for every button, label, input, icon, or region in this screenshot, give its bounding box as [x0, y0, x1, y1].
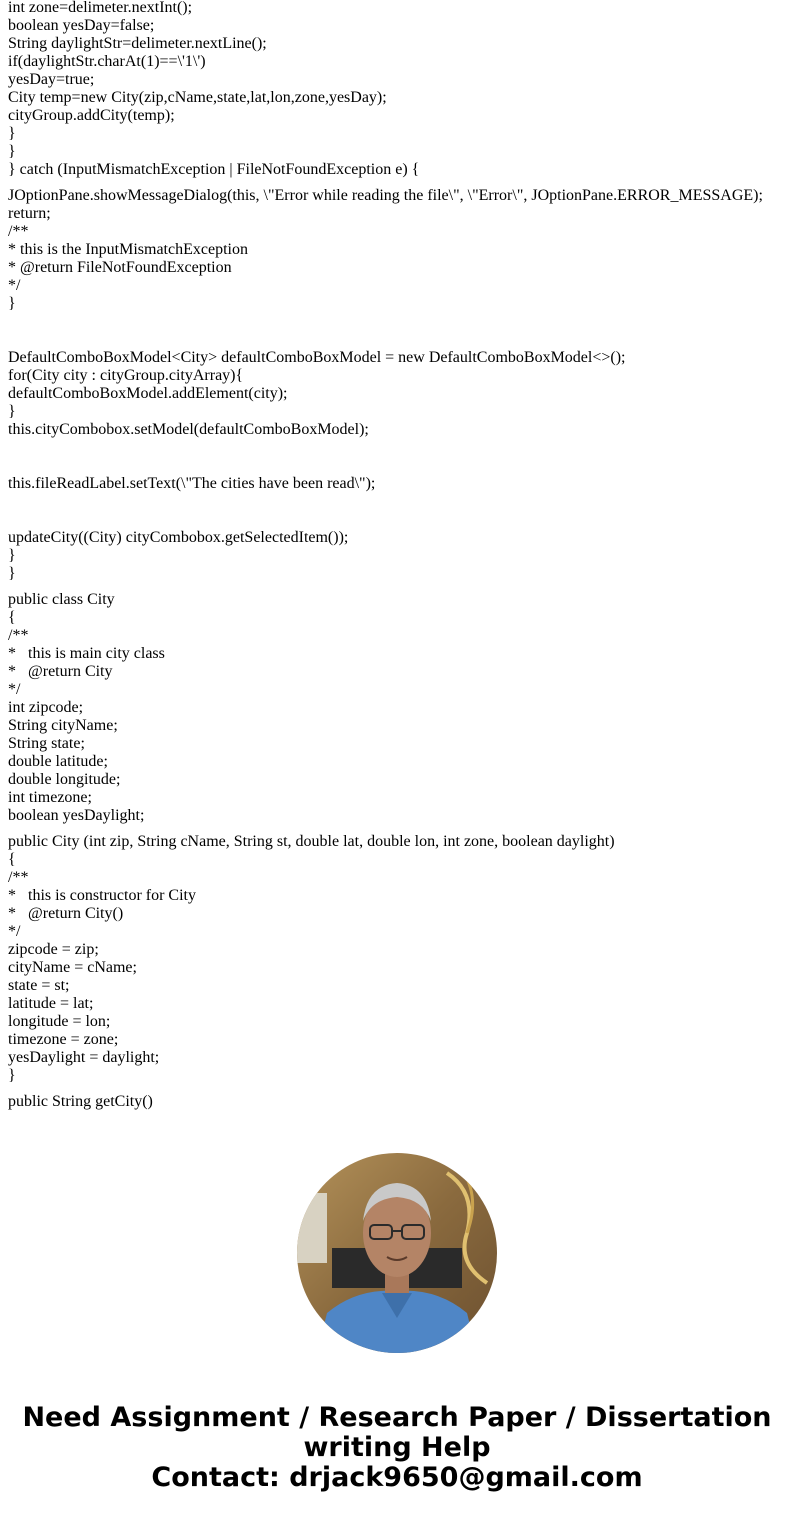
code-line: * @return FileNotFoundException: [8, 259, 232, 276]
code-line: }: [8, 295, 16, 312]
code-line: double latitude;: [8, 753, 108, 770]
footer-line-2: writing Help: [303, 1432, 491, 1463]
code-line: }: [8, 565, 16, 582]
code-line: zipcode = zip;: [8, 941, 99, 958]
code-line: public City (int zip, String cName, String st, double lat, double lon, int zone, boolean daylight): [8, 833, 615, 850]
code-line: public String getCity(): [8, 1093, 153, 1110]
code-line: }: [8, 547, 16, 564]
code-line: */: [8, 923, 21, 940]
code-line: double longitude;: [8, 771, 121, 788]
code-line: longitude = lon;: [8, 1013, 111, 1030]
code-line: String daylightStr=delimeter.nextLine();: [8, 35, 267, 52]
code-line: int timezone;: [8, 789, 92, 806]
code-line: yesDay=true;: [8, 71, 95, 88]
footer-line-3: Contact: drjack9650@gmail.com: [151, 1462, 643, 1493]
code-line: boolean yesDay=false;: [8, 17, 155, 34]
code-line: [8, 313, 763, 331]
code-line: } catch (InputMismatchException | FileNotFoundException e) {: [8, 161, 420, 178]
code-line: [8, 331, 763, 349]
code-line: updateCity((City) cityCombobox.getSelectedItem());: [8, 529, 349, 546]
code-line: JOptionPane.showMessageDialog(this, \"Error while reading the file\", \"Error\", JOptionPane.ERROR_MESSAGE);: [8, 187, 763, 204]
code-line: for(City city : cityGroup.cityArray){: [8, 367, 244, 384]
avatar: [297, 1153, 497, 1353]
code-line: cityGroup.addCity(temp);: [8, 107, 175, 124]
code-line: int zipcode;: [8, 699, 84, 716]
code-line: this.cityCombobox.setModel(defaultComboBoxModel);: [8, 421, 369, 438]
code-line: [8, 825, 763, 833]
footer-line-1: Need Assignment / Research Paper / Dissertation: [22, 1402, 772, 1433]
code-line: this.fileReadLabel.setText(\"The cities have been read\");: [8, 475, 376, 492]
code-line: }: [8, 1067, 16, 1084]
code-line: return;: [8, 205, 51, 222]
code-line: City temp=new City(zip,cName,state,lat,lon,zone,yesDay);: [8, 89, 387, 106]
code-line: state = st;: [8, 977, 70, 994]
code-line: DefaultComboBoxModel<City> defaultComboBoxModel = new DefaultComboBoxModel<>();: [8, 349, 626, 366]
code-line: }: [8, 143, 16, 160]
code-line: {: [8, 851, 16, 868]
code-line: /**: [8, 627, 29, 644]
code-line: int zone=delimeter.nextInt();: [8, 0, 193, 16]
code-line: if(daylightStr.charAt(1)==\'1\'): [8, 53, 206, 70]
code-line: [8, 511, 763, 529]
code-line: }: [8, 125, 16, 142]
code-line: cityName = cName;: [8, 959, 137, 976]
code-line: /**: [8, 869, 29, 886]
code-line: String cityName;: [8, 717, 118, 734]
footer-contact: [0, 1403, 794, 1493]
code-line: [8, 457, 763, 475]
code-line: defaultComboBoxModel.addElement(city);: [8, 385, 288, 402]
code-line: [8, 1085, 763, 1093]
code-line: [8, 493, 763, 511]
code-line: * this is the InputMismatchException: [8, 241, 248, 258]
code-line: * @return City: [8, 663, 113, 680]
code-line: [8, 439, 763, 457]
code-block: [8, 0, 763, 1111]
code-line: */: [8, 277, 21, 294]
code-line: boolean yesDaylight;: [8, 807, 145, 824]
code-line: /**: [8, 223, 29, 240]
code-line: yesDaylight = daylight;: [8, 1049, 160, 1066]
code-line: * @return City(): [8, 905, 124, 922]
code-line: latitude = lat;: [8, 995, 94, 1012]
code-line: * this is main city class: [8, 645, 165, 662]
code-line: [8, 583, 763, 591]
code-line: {: [8, 609, 16, 626]
person-photo: [297, 1153, 497, 1353]
code-line: [8, 179, 763, 187]
code-line: public class City: [8, 591, 115, 608]
code-line: timezone = zone;: [8, 1031, 119, 1048]
code-line: * this is constructor for City: [8, 887, 196, 904]
code-line: */: [8, 681, 21, 698]
code-line: String state;: [8, 735, 85, 752]
code-line: }: [8, 403, 16, 420]
